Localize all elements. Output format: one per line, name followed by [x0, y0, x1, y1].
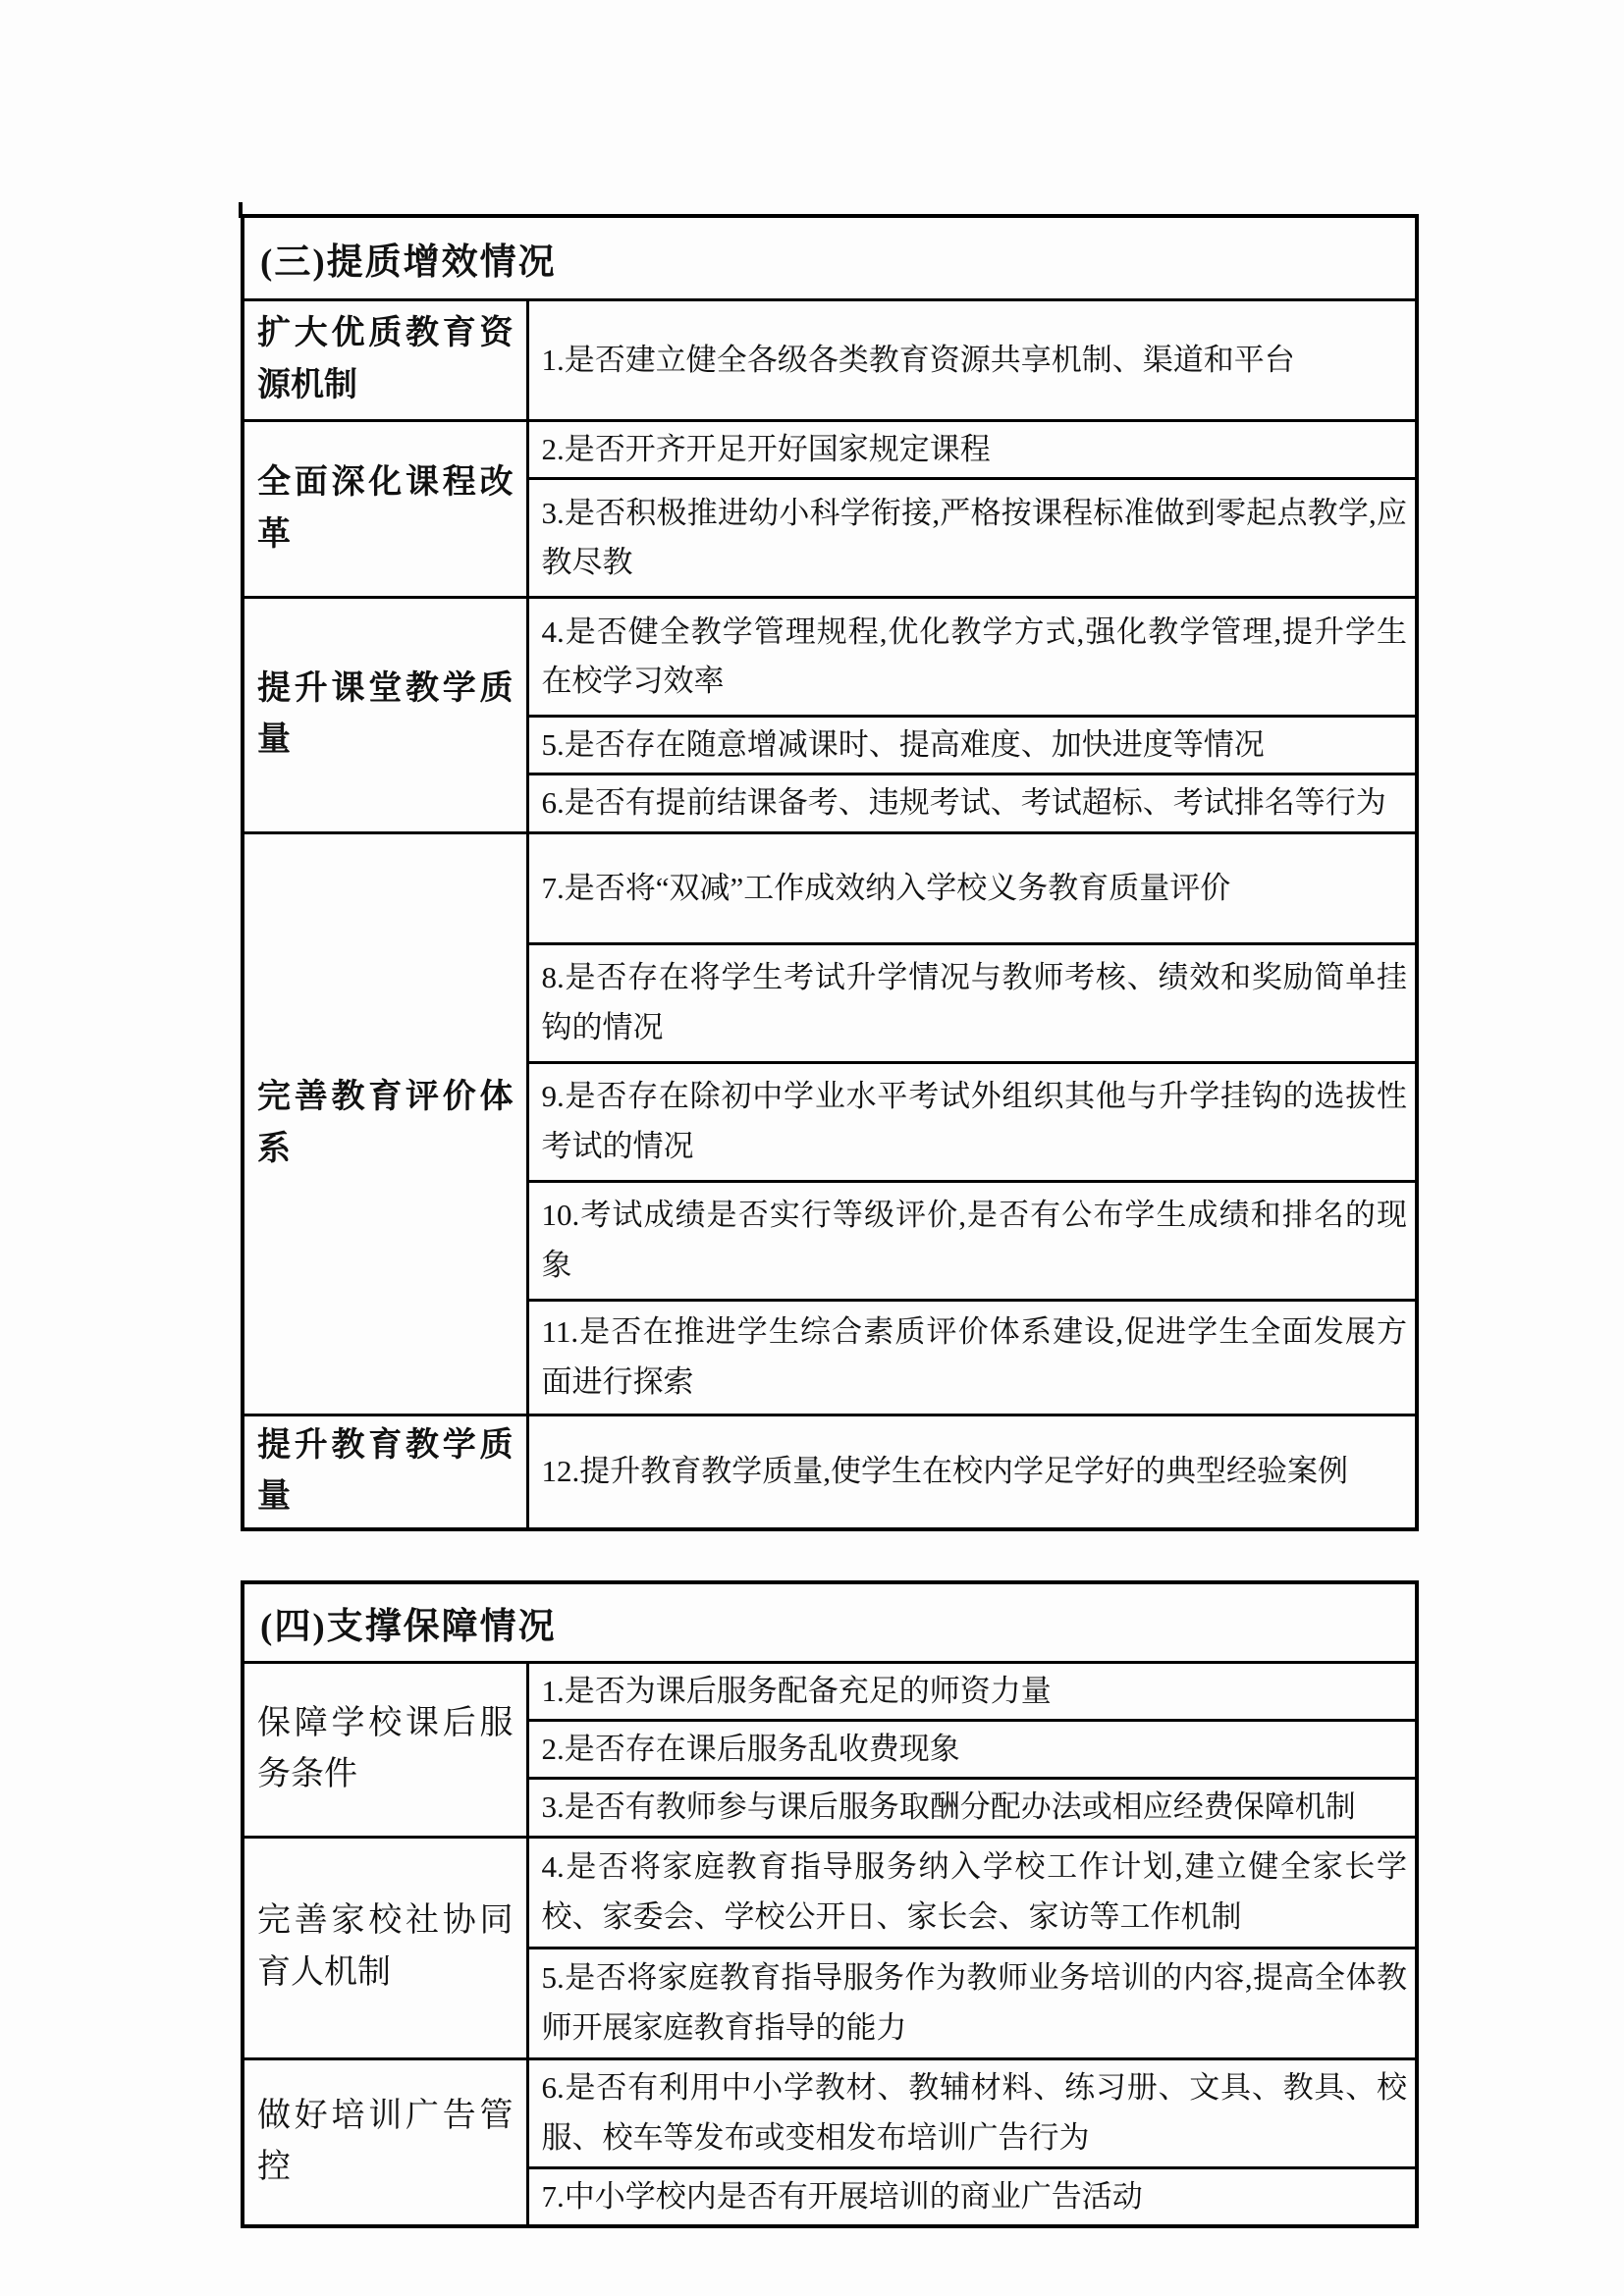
inspection-item-cell: 11.是否在推进学生综合素质评价体系建设,促进学生全面发展方面进行探索	[527, 1300, 1417, 1415]
section-header: (四)支撑保障情况	[243, 1582, 1417, 1663]
inspection-item-cell: 4.是否健全教学管理规程,优化教学方式,强化教学管理,提升学生在校学习效率	[527, 598, 1417, 717]
inspection-item-cell: 1.是否建立健全各级各类教育资源共享机制、渠道和平台	[527, 300, 1417, 421]
inspection-item-cell: 2.是否开齐开足开好国家规定课程	[527, 421, 1417, 479]
inspection-item-cell: 12.提升教育教学质量,使学生在校内学足学好的典型经验案例	[527, 1415, 1417, 1529]
category-label-cell: 提升课堂教学质量	[243, 598, 527, 832]
inspection-item-cell: 3.是否有教师参与课后服务取酬分配办法或相应经费保障机制	[527, 1779, 1417, 1837]
support-guarantee-table	[241, 1580, 1419, 2228]
inspection-item-cell: 5.是否将家庭教育指导服务作为教师业务培训的内容,提高全体教师开展家庭教育指导的能力	[527, 1948, 1417, 2058]
section-header: (三)提质增效情况	[243, 216, 1417, 300]
inspection-item-cell: 2.是否存在课后服务乱收费现象	[527, 1721, 1417, 1779]
category-label-cell: 全面深化课程改革	[243, 421, 527, 598]
inspection-item-cell: 7.是否将“双减”工作成效纳入学校义务教育质量评价	[527, 832, 1417, 943]
inspection-item-cell: 10.考试成绩是否实行等级评价,是否有公布学生成绩和排名的现象	[527, 1181, 1417, 1300]
inspection-item-cell: 4.是否将家庭教育指导服务纳入学校工作计划,建立健全家长学校、家委会、学校公开日、家长会、家访等工作机制	[527, 1837, 1417, 1948]
category-label-cell: 做好培训广告管控	[243, 2058, 527, 2226]
inspection-item-cell: 7.中小学校内是否有开展培训的商业广告活动	[527, 2167, 1417, 2226]
inspection-item-cell: 3.是否积极推进幼小科学衔接,严格按课程标准做到零起点教学,应教尽教	[527, 479, 1417, 598]
category-label-cell: 完善家校社协同育人机制	[243, 1837, 527, 2058]
inspection-item-cell: 9.是否存在除初中学业水平考试外组织其他与升学挂钩的选拔性考试的情况	[527, 1062, 1417, 1181]
quality-improvement-table	[241, 214, 1419, 1531]
category-label-cell: 保障学校课后服务条件	[243, 1663, 527, 1838]
category-label-cell: 扩大优质教育资源机制	[243, 300, 527, 421]
inspection-item-cell: 5.是否存在随意增减课时、提高难度、加快进度等情况	[527, 717, 1417, 774]
category-label-cell: 完善教育评价体系	[243, 832, 527, 1415]
inspection-item-cell: 6.是否有提前结课备考、违规考试、考试超标、考试排名等行为	[527, 774, 1417, 832]
category-label-cell: 提升教育教学质量	[243, 1415, 527, 1529]
inspection-item-cell: 8.是否存在将学生考试升学情况与教师考核、绩效和奖励简单挂钩的情况	[527, 943, 1417, 1062]
inspection-item-cell: 1.是否为课后服务配备充足的师资力量	[527, 1663, 1417, 1721]
inspection-item-cell: 6.是否有利用中小学教材、教辅材料、练习册、文具、教具、校服、校车等发布或变相发布培训广告行为	[527, 2058, 1417, 2167]
